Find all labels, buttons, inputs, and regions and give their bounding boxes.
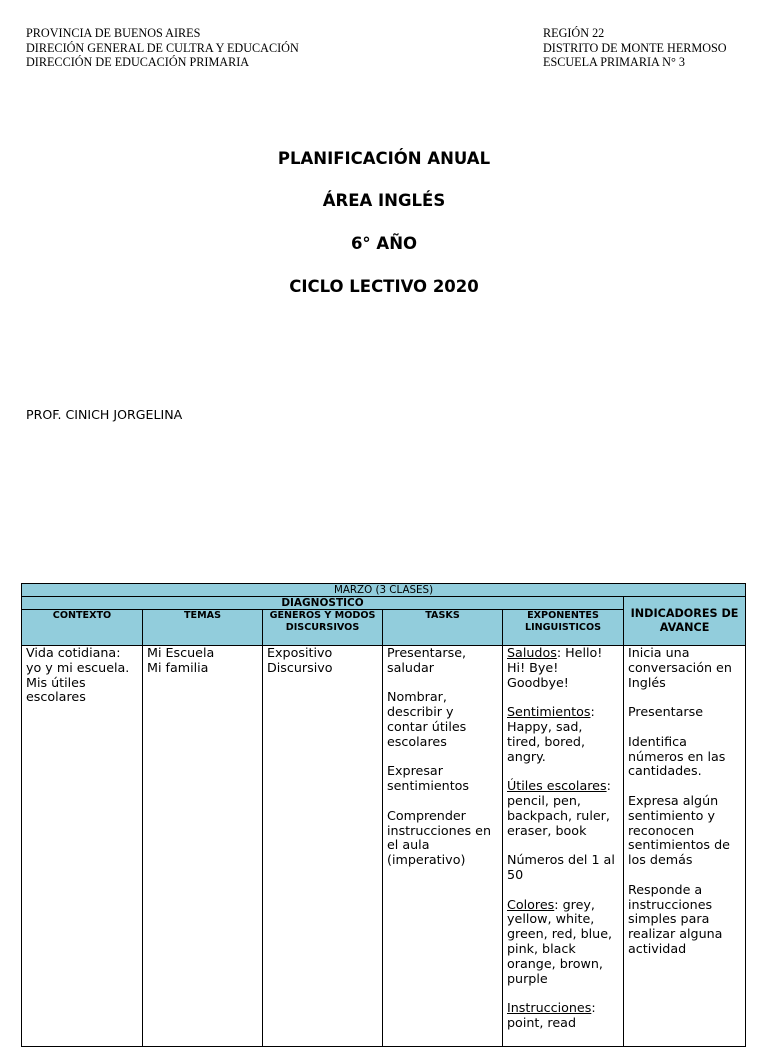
- header-direction-general: DIRECIÓN GENERAL DE CULTRA Y EDUCACIÓN: [26, 40, 299, 55]
- contexto-line: escolares: [26, 689, 86, 705]
- task-item: Expresar sentimientos: [387, 763, 470, 794]
- sentimientos-text: : Happy, sad, tired, bored, angry.: [507, 704, 595, 764]
- task-item: Presentarse, saludar: [387, 645, 467, 675]
- exponente-numeros: Números del 1 al 50: [507, 852, 615, 882]
- tema-item: Mi Escuela: [147, 645, 215, 660]
- header-right: [543, 26, 727, 70]
- task-item: Comprender instrucciones en el aula (imperativo): [387, 807, 491, 868]
- indicador-item: Inicia una conversación en Inglés: [628, 645, 732, 690]
- cell-indicadores: [624, 646, 746, 1047]
- col-header-temas: TEMAS: [143, 610, 263, 646]
- exponente-sentimientos: [507, 705, 619, 764]
- month-header: MARZO (3 CLASES): [22, 584, 746, 597]
- saludos-text: : Hello! Hi! Bye! Goodbye!: [507, 645, 603, 690]
- header-region: REGIÓN 22: [543, 26, 605, 40]
- exponente-saludos: [507, 646, 619, 690]
- header-direction-primary: DIRECCIÓN DE EDUCACIÓN PRIMARIA: [26, 55, 250, 70]
- colores-label: Colores: [507, 896, 555, 912]
- indicador-item: Expresa algún sentimiento y reconocen sentimientos de los demás: [628, 792, 730, 868]
- colores-text: : grey, yellow, white, green, red, blue, pink, black orange, brown, purple: [507, 896, 613, 986]
- header-province: PROVINCIA DE BUENOS AIRES: [26, 26, 201, 40]
- title-school-year: CICLO LECTIVO 2020: [289, 277, 479, 296]
- instrucciones-label: Instrucciones: [507, 1000, 592, 1016]
- title-area: ÁREA INGLÉS: [322, 191, 446, 210]
- col-header-exponentes: EXPONENTES LINGUISTICOS: [503, 610, 624, 646]
- tema-item: Mi familia: [147, 659, 209, 675]
- instrucciones-text: : point, read: [507, 1000, 596, 1030]
- contexto-line: Vida cotidiana:: [26, 645, 121, 660]
- col-header-contexto: CONTEXTO: [22, 610, 143, 646]
- indicador-item: Responde a instrucciones simples para realizar alguna actividad: [628, 881, 723, 956]
- title-annual-plan: PLANIFICACIÓN ANUAL: [277, 149, 491, 168]
- cell-generos: [263, 646, 383, 1047]
- sentimientos-label: Sentimientos: [507, 704, 591, 720]
- saludos-label: Saludos: [507, 645, 557, 660]
- exponente-colores: [507, 898, 619, 987]
- contexto-line: yo y mi escuela.: [26, 659, 130, 675]
- utiles-text: : pencil, pen, backpach, ruler, eraser, book: [507, 778, 611, 838]
- indicador-item: Identifica números en las cantidades.: [628, 733, 726, 779]
- header-left: [26, 26, 299, 70]
- planning-table: [21, 583, 746, 1047]
- exponente-utiles: [507, 779, 619, 838]
- task-item: Nombrar, describir y contar útiles escolares: [387, 689, 467, 749]
- header-district: DISTRITO DE MONTE HERMOSO: [543, 40, 727, 55]
- contexto-line: Mis útiles: [26, 674, 86, 690]
- header-school: ESCUELA PRIMARIA N° 3: [543, 55, 685, 70]
- utiles-label: Útiles escolares: [507, 778, 607, 794]
- cell-exponentes: [503, 646, 624, 1047]
- teacher-name: PROF. CINICH JORGELINA: [26, 407, 183, 422]
- cell-tasks: [383, 646, 503, 1047]
- col-header-tasks: TASKS: [383, 610, 503, 646]
- indicador-item: Presentarse: [628, 704, 704, 720]
- section-header: DIAGNOSTICO: [22, 597, 624, 610]
- genero-item: Expositivo: [267, 645, 333, 660]
- col-header-generos: GENEROS Y MODOS DISCURSIVOS: [263, 610, 383, 646]
- exponente-instrucciones: [507, 1001, 619, 1031]
- cell-temas: [143, 646, 263, 1047]
- cell-contexto: [22, 646, 143, 1047]
- col-header-indicadores: INDICADORES DE AVANCE: [624, 597, 746, 646]
- genero-item: Discursivo: [267, 659, 333, 675]
- title-grade: 6° AÑO: [350, 234, 418, 253]
